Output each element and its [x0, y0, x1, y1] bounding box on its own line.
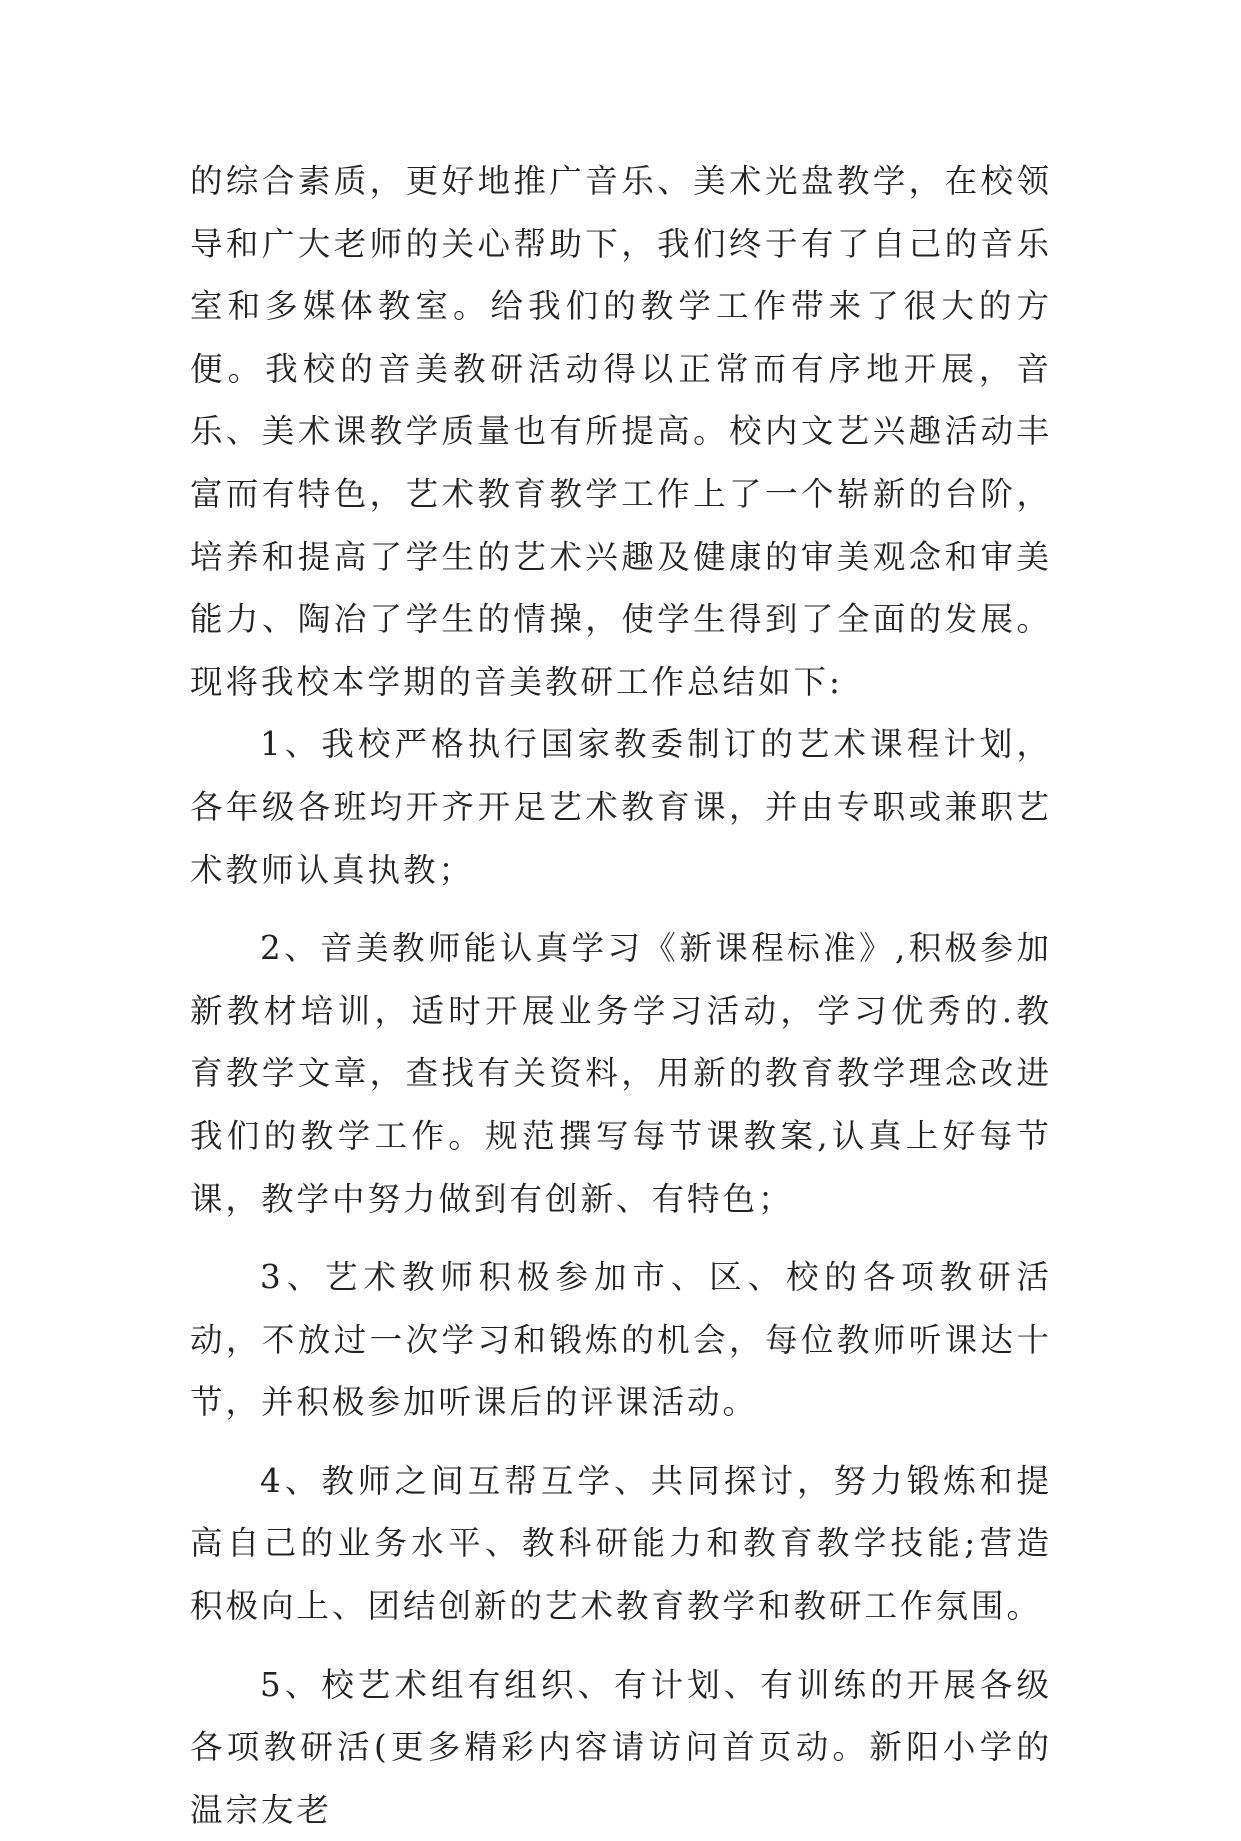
document-body: [190, 150, 1052, 1841]
paragraph-item-5: 5、校艺术组有组织、有计划、有训练的开展各级各项教研活(更多精彩内容请访问首页动。新阳小学的温宗友老: [190, 1665, 1052, 1829]
paragraph-item-3: 3、艺术教师积极参加市、区、校的各项教研活动，不放过一次学习和锻炼的机会，每位教师听课达十节，并积极参加听课后的评课活动。: [190, 1258, 1052, 1422]
paragraph-item-2: 2、音美教师能认真学习《新课程标准》,积极参加新教材培训，适时开展业务学习活动，学习优秀的.教育教学文章，查找有关资料，用新的教育教学理念改进我们的教学工作。规范撰写每节课教案,认真上好每节课，教学中努力做到有创新、有特色；: [190, 929, 1052, 1218]
paragraph-item-4: 4、教师之间互帮互学、共同探讨，努力锻炼和提高自己的业务水平、教科研能力和教育教学技能;营造积极向上、团结创新的艺术教育教学和教研工作氛围。: [190, 1461, 1052, 1626]
paragraph-item-1: 1、我校严格执行国家教委制订的艺术课程计划，各年级各班均开齐开足艺术教育课，并由专职或兼职艺术教师认真执教；: [190, 725, 1052, 889]
paragraph-intro: 的综合素质，更好地推广音乐、美术光盘教学，在校领导和广大老师的关心帮助下，我们终于有了自己的音乐室和多媒体教室。给我们的教学工作带来了很大的方便。我校的音美教研活动得以正常而有序地开展，音乐、美术课教学质量也有所提高。校内文艺兴趣活动丰富而有特色，艺术教育教学工作上了一个崭新的台阶，培养和提高了学生的艺术兴趣及健康的审美观念和审美能力、陶冶了学生的情操，使学生得到了全面的发展。现将我校本学期的音美教研工作总结如下:: [190, 162, 1052, 701]
